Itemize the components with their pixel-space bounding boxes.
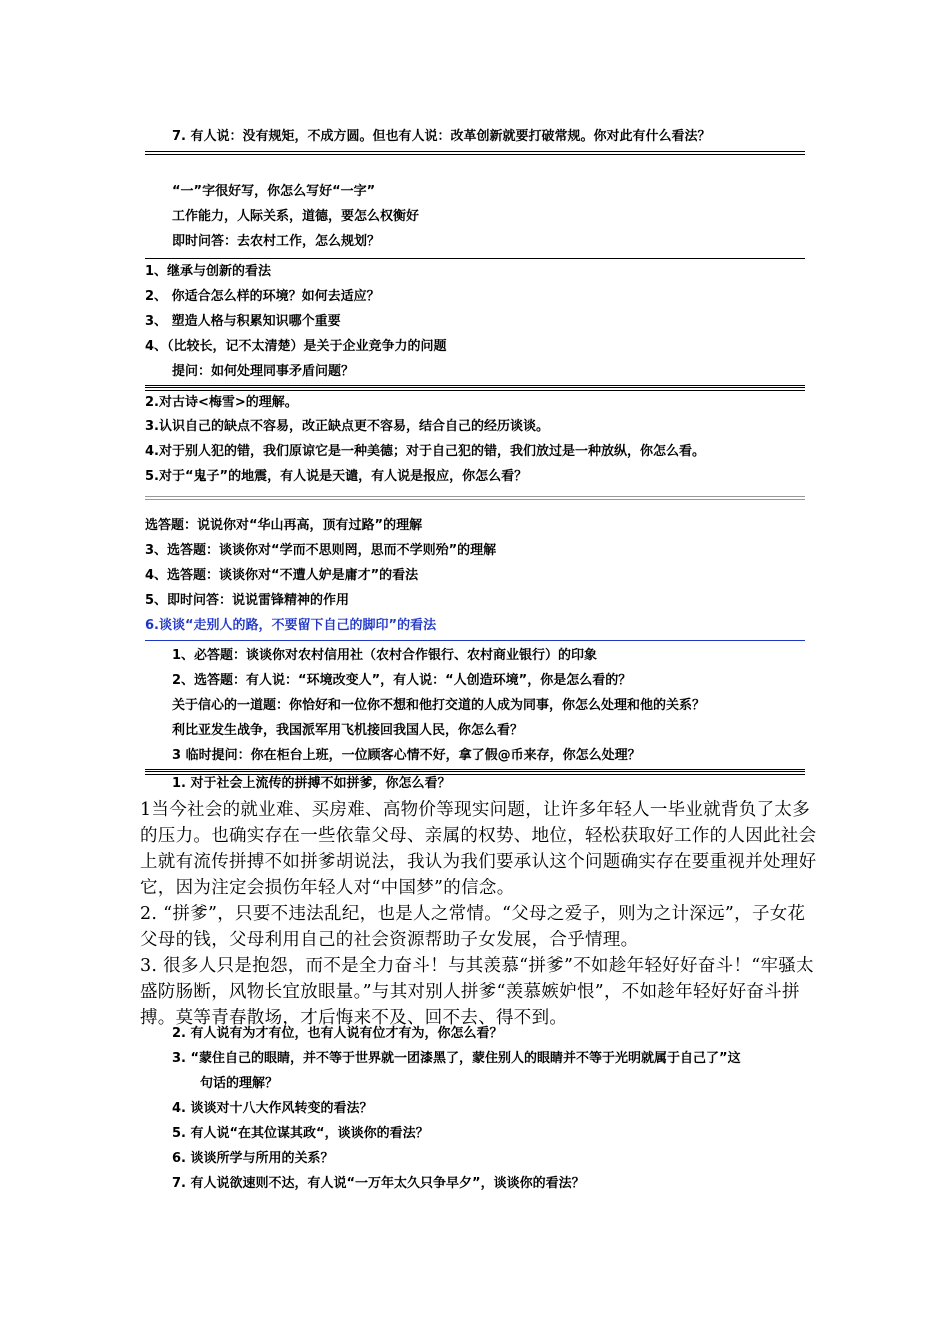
question-7-rules: 7. 有人说：没有规矩，不成方圆。但也有人说：改革创新就要打破常规。你对此有什么看法？ (172, 129, 711, 144)
equals-rule (145, 496, 805, 500)
line-envy: 4、选答题：谈谈你对“不遭人妒是庸才”的看法 (145, 568, 419, 583)
line-credit-union: 1、必答题：谈谈你对农村信用社（农村合作银行、农村商业银行）的印象 (172, 648, 598, 663)
line-personality: 3、 塑造人格与积累知识哪个重要 (145, 314, 341, 329)
line-learn-think: 3、选答题：谈谈你对“学而不思则罔，思而不学则殆”的理解 (145, 543, 497, 558)
line-shortcomings: 3.认识自己的缺点不容易，改正缺点更不容易，结合自己的经历谈谈。 (145, 419, 549, 434)
line-poem: 2.对古诗<梅雪>的理解。 (145, 395, 298, 410)
question-3-cont: 句话的理解？ (200, 1076, 279, 1091)
line-confidence: 关于信心的一道题：你恰好和一位你不想和他打交道的人成为同事，你怎么处理和他的关系？ (172, 698, 706, 713)
question-7: 7. 有人说欲速则不达，有人说“一万年太久只争早夕”，谈谈你的看法？ (172, 1176, 585, 1191)
line-yi-zi: “一”字很好写，你怎么写好“一字” (172, 184, 376, 199)
line-leifeng: 5、即时问答：说说雷锋精神的作用 (145, 593, 350, 608)
question-3: 3. “蒙住自己的眼睛，并不等于世界就一团漆黑了，蒙住别人的眼睛并不等于光明就属于自己了”这 (172, 1051, 741, 1066)
blue-rule (145, 640, 805, 641)
line-huashan: 选答题：说说你对“华山再高，顶有过路”的理解 (145, 518, 423, 533)
single-rule (145, 258, 805, 259)
answer-body (140, 797, 820, 1031)
line-environment-people: 2、选答题：有人说：“环境改变人”，有人说：“人创造环境”，你是怎么看的？ (172, 673, 632, 688)
line-rural-work: 即时问答：去农村工作，怎么规划？ (172, 234, 381, 249)
question-5: 5. 有人说“在其位谋其政“，谈谈你的看法？ (172, 1126, 429, 1141)
double-rule (145, 151, 805, 155)
triple-rule (145, 385, 805, 391)
line-inherit-innovate: 1、继承与创新的看法 (145, 264, 272, 279)
line-forgive: 4.对于别人犯的错，我们原谅它是一种美德；对于自己犯的错，我们放过是一种放纵，你怎么看。 (145, 444, 705, 459)
line-earthquake: 5.对于“鬼子”的地震，有人说是天谴，有人说是报应，你怎么看？ (145, 469, 528, 484)
line-libya: 利比亚发生战争，我国派军用飞机接回我国人民，你怎么看？ (172, 723, 524, 738)
line-environment: 2、 你适合怎么样的环境？如何去适应？ (145, 289, 380, 304)
question-6: 6. 谈谈所学与所用的关系？ (172, 1151, 334, 1166)
answer-paragraph-1: 1当今社会的就业难、买房难、高物价等现实问题，让许多年轻人一毕业就背负了太多的压力。也确实存在一些依靠父母、亲属的权势、地位，轻松获取好工作的人因此社会上就有流传拼搏不如拼爹胡说法，我认为我们要承认这个问题确实存在要重视并处理好它，因为注定会损伤年轻人对“中国梦”的信念。 (140, 800, 817, 898)
question-4: 4. 谈谈对十八大作风转变的看法？ (172, 1101, 373, 1116)
line-colleague-conflict: 提问：如何处理同事矛盾问题？ (172, 364, 355, 379)
line-footprint: 6.谈谈“走别人的路，不要留下自己的脚印”的看法 (145, 618, 437, 633)
line-competitiveness: 4、（比较长，记不太清楚）是关于企业竞争力的问题 (145, 339, 447, 354)
line-work-ability: 工作能力，人际关系，道德，要怎么权衡好 (172, 209, 420, 224)
line-counter: 3 临时提问：你在柜台上班，一位顾客心情不好，拿了假@币来存，你怎么处理？ (172, 748, 641, 763)
question-2: 2. 有人说有为才有位，也有人说有位才有为，你怎么看？ (172, 1026, 503, 1041)
question-1: 1. 对于社会上流传的拼搏不如拼爹，你怎么看？ (172, 776, 451, 791)
answer-paragraph-3: 3. 很多人只是抱怨，而不是全力奋斗！与其羡慕“拼爹”不如趁年轻好好奋斗！“牢骚太盛防肠断，风物长宜放眼量。”与其对别人拼爹“羡慕嫉妒恨”，不如趁年轻好好奋斗拼搏。莫等青春散场，才后悔来不及、回不去、得不到。 (140, 956, 814, 1028)
answer-paragraph-2: 2. “拼爹”，只要不违法乱纪，也是人之常情。“父母之爱子，则为之计深远”，子女花父母的钱，父母利用自己的社会资源帮助子女发展，合乎情理。 (140, 904, 806, 950)
